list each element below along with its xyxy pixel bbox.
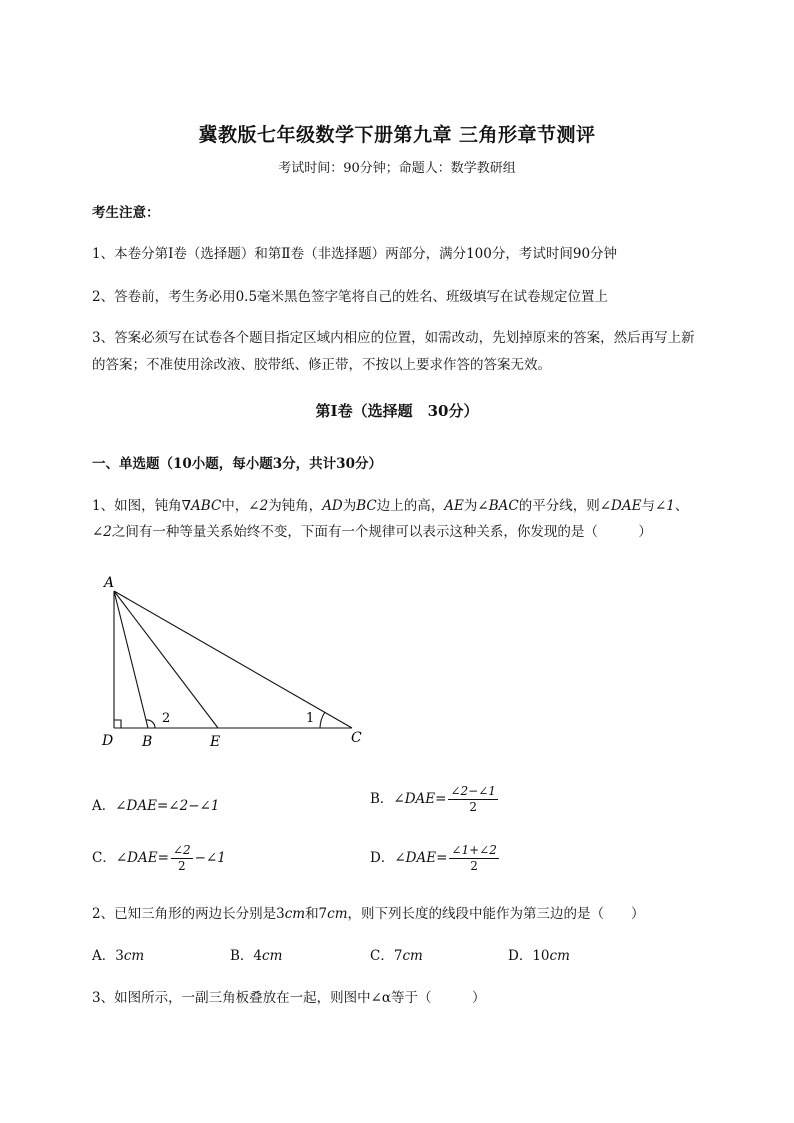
option-value: 10 xyxy=(532,948,550,964)
q2-text-part: ，则下列长度的线段中能作为第三边的是（ ） xyxy=(347,906,645,922)
angle-1-arc xyxy=(320,712,325,728)
label-angle-1: 1 xyxy=(306,711,315,726)
q1-text: 为钝角， xyxy=(268,498,323,514)
q2-text-part: 和7 xyxy=(305,906,328,922)
q1-text: 中， xyxy=(221,498,249,514)
side-AC xyxy=(114,591,352,728)
q1-math: AE xyxy=(444,498,464,514)
q1-line-2 xyxy=(92,520,652,540)
exam-title: 冀教版七年级数学下册第九章 三角形章节测评 xyxy=(198,124,596,146)
q2-option-D[interactable] xyxy=(508,944,570,964)
unit: cm xyxy=(402,948,423,964)
option-expression: ∠DAE= xyxy=(115,850,169,866)
unit: cm xyxy=(284,906,306,922)
q1-text: 为 xyxy=(463,498,478,514)
notice-item-3: 3、答案必须写在试卷各个题目指定区域内相应的位置，如需改动，先划掉原来的答案，然后再写上新 xyxy=(92,330,695,346)
q2-text-part: 2、已知三角形的两边长分别是3 xyxy=(92,906,285,922)
unit: cm xyxy=(549,948,570,964)
q1-math: ∠1 xyxy=(654,498,675,514)
fraction-denominator: 2 xyxy=(470,859,478,873)
fraction xyxy=(448,784,497,815)
q1-option-B[interactable] xyxy=(370,784,500,815)
option-letter: B． xyxy=(370,791,394,807)
notice-item-1: 1、本卷分第I卷（选择题）和第Ⅱ卷（非选择题）两部分，满分100分，考试时间90分钟 xyxy=(92,246,618,262)
option-expression: ∠DAE=∠2−∠1 xyxy=(115,798,220,814)
option-letter: D． xyxy=(370,850,395,866)
option-letter: B． xyxy=(230,948,254,964)
fraction-numerator: ∠2 xyxy=(172,843,191,857)
q1-math: ∠DAE xyxy=(599,498,642,514)
notice-heading: 考生注意： xyxy=(92,205,160,221)
option-expression: ∠DAE= xyxy=(393,791,447,807)
option-value: 7 xyxy=(393,948,403,964)
option-letter: A． xyxy=(92,948,116,964)
right-angle-mark xyxy=(114,720,121,728)
option-expression: −∠1 xyxy=(194,850,226,866)
option-letter: C． xyxy=(370,948,394,964)
label-D: D xyxy=(102,733,114,749)
option-letter: C． xyxy=(92,850,116,866)
q1-text: 的平分线，则 xyxy=(518,498,600,514)
q2-text xyxy=(92,902,645,922)
q1-line-1 xyxy=(92,494,688,514)
q2-option-B[interactable] xyxy=(230,944,282,964)
option-letter: A． xyxy=(92,798,116,814)
q1-math: ∠2 xyxy=(248,498,269,514)
fraction-denominator: 2 xyxy=(469,800,478,814)
bisector-AE xyxy=(114,591,218,728)
label-A: A xyxy=(104,575,115,591)
q1-text: 1、如图，钝角 xyxy=(92,498,182,514)
q1-math: ∠BAC xyxy=(477,498,519,514)
q1-math: AD xyxy=(322,498,343,514)
unit: cm xyxy=(262,948,283,964)
unit: cm xyxy=(327,906,348,922)
label-E: E xyxy=(210,734,221,750)
fraction xyxy=(449,843,498,874)
label-angle-2: 2 xyxy=(162,711,171,726)
fraction-numerator: ∠1+∠2 xyxy=(451,843,497,857)
notice-item-3-cont: 的答案；不准使用涂改液、胶带纸、修正带，不按以上要求作答的答案无效。 xyxy=(92,357,551,373)
q1-triangle-figure xyxy=(90,565,390,755)
section-title: 第I卷（选择题 30分） xyxy=(315,402,479,420)
q1-math: ∠2 xyxy=(92,524,112,540)
option-expression: ∠DAE= xyxy=(394,850,448,866)
fraction-denominator: 2 xyxy=(177,859,186,873)
option-value: 4 xyxy=(253,948,263,964)
fraction xyxy=(171,843,193,874)
fraction-numerator: ∠2−∠1 xyxy=(450,784,496,798)
q1-option-A[interactable] xyxy=(92,794,219,814)
part-heading: 一、单选题（10小题，每小题3分，共计30分） xyxy=(92,456,382,472)
exam-subtitle: 考试时间：90分钟；命题人：数学教研组 xyxy=(278,161,516,176)
option-value: 3 xyxy=(115,948,124,964)
q1-math: ∇ABC xyxy=(181,498,222,514)
q1-text: 之间有一种等量关系始终不变，下面有一个规律可以表示这种关系，你发现的是（ ） xyxy=(111,524,652,540)
q1-option-C[interactable] xyxy=(92,843,226,874)
q1-option-D[interactable] xyxy=(370,843,501,874)
label-C: C xyxy=(351,730,362,746)
q2-option-C[interactable] xyxy=(370,944,423,964)
option-letter: D． xyxy=(508,948,533,964)
q1-text: 、 xyxy=(674,498,689,514)
q2-option-A[interactable] xyxy=(92,944,144,964)
q1-text: 与 xyxy=(641,498,655,514)
unit: cm xyxy=(123,948,145,964)
q3-text: 3、如图所示，一副三角板叠放在一起，则图中∠α等于（ ） xyxy=(92,990,486,1006)
q1-math: BC xyxy=(356,498,377,514)
q1-text: 边上的高， xyxy=(376,498,445,514)
notice-item-2: 2、答卷前，考生务必用0.5毫米黑色签字笔将自己的姓名、班级填写在试卷规定位置上 xyxy=(92,289,609,305)
label-B: B xyxy=(142,734,153,750)
side-AB xyxy=(114,591,148,728)
q1-text: 为 xyxy=(342,498,357,514)
